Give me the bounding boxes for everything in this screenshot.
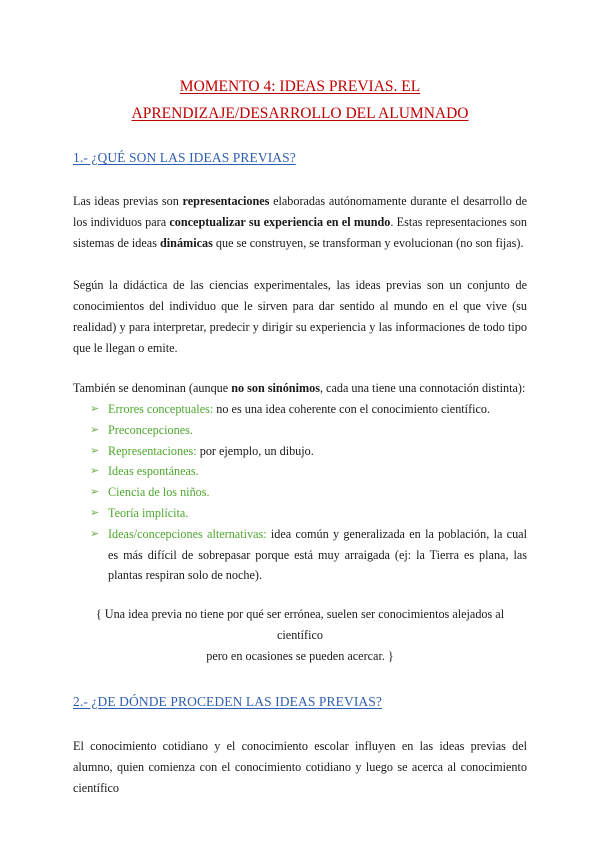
title-line-2: APRENDIZAJE/DESARROLLO DEL ALUMNADO xyxy=(131,105,469,122)
text-run: . Estas representaciones son sistemas de ideas xyxy=(73,215,527,250)
synonyms-list xyxy=(90,399,527,586)
document-title xyxy=(0,73,600,127)
list-term: Ideas/concepciones alternativas: xyxy=(108,526,267,541)
arrowhead-bullet-icon: ➢ xyxy=(90,423,100,436)
section-1-paragraph-1 xyxy=(73,191,527,254)
list-item xyxy=(90,420,527,441)
list-term: Ciencia de los niños. xyxy=(108,485,210,500)
list-item xyxy=(90,399,527,420)
list-term: Representaciones: xyxy=(108,443,197,458)
section-1-paragraph-2: Según la didáctica de las ciencias experimentales, las ideas previas son un conjunto de conocimientos del individuo que le sirven para dar sentido al mundo en el que vive (su realidad) y para interpretar, predecir y dirigir su experiencia y las informaciones de todo tipo que le llegan o emite. xyxy=(73,278,527,355)
text-run: , cada una tiene una connotación distinta): xyxy=(319,381,526,395)
list-item xyxy=(90,441,527,462)
list-item xyxy=(90,482,527,503)
bold-term: conceptualizar su experiencia en el mundo xyxy=(169,215,391,229)
list-item xyxy=(90,503,527,524)
title-line-1: MOMENTO 4: IDEAS PREVIAS. EL xyxy=(179,78,421,95)
arrowhead-bullet-icon: ➢ xyxy=(90,486,100,499)
arrowhead-bullet-icon: ➢ xyxy=(90,465,100,478)
list-desc: idea común y generalizada en la población, la cual es más difícil de sobrepasar porque está muy arraigada (ej: la Tierra es plana, las plantas respiran solo de noche). xyxy=(108,526,527,583)
arrowhead-bullet-icon: ➢ xyxy=(90,527,100,540)
bold-term: no son sinónimos xyxy=(231,381,320,395)
text-run: Las ideas previas son xyxy=(73,194,183,208)
section-2-paragraph-1: El conocimiento cotidiano y el conocimiento escolar influyen en las ideas previas del alumno, quien comienza con el conocimiento cotidiano y luego se acerca al conocimiento científico xyxy=(73,739,527,795)
list-term: Ideas espontáneas. xyxy=(108,464,199,479)
list-desc: no es una idea coherente con el conocimiento científico. xyxy=(213,402,491,416)
list-term: Errores conceptuales: xyxy=(108,402,214,416)
section-2-heading: 2.- ¿DE DÓNDE PROCEDEN LAS IDEAS PREVIAS? xyxy=(73,694,382,709)
bold-term: dinámicas xyxy=(160,236,213,250)
list-term: Teoría implícita. xyxy=(108,505,189,520)
arrowhead-bullet-icon: ➢ xyxy=(90,506,100,519)
section-1-heading: 1.- ¿QUÉ SON LAS IDEAS PREVIAS? xyxy=(73,150,296,165)
list-desc: por ejemplo, un dibujo. xyxy=(196,443,314,458)
list-item xyxy=(90,461,527,482)
bold-term: representaciones xyxy=(182,194,270,208)
text-run: elaboradas autónomamente durante el desarrollo de los individuos para xyxy=(73,194,527,229)
text-run: También se denominan (aunque xyxy=(73,381,232,395)
list-term: Preconcepciones. xyxy=(108,422,193,437)
section-1-note xyxy=(73,604,527,667)
note-line-2: pero en ocasiones se pueden acercar. } xyxy=(206,649,394,663)
list-item xyxy=(90,524,527,586)
text-run: que se construyen, se transforman y evolucionan (no son fijas). xyxy=(212,236,524,250)
note-line-1: { Una idea previa no tiene por qué ser errónea, suelen ser conocimientos alejados al científico xyxy=(95,607,505,642)
section-1-paragraph-3 xyxy=(73,378,527,399)
arrowhead-bullet-icon: ➢ xyxy=(90,403,100,415)
arrowhead-bullet-icon: ➢ xyxy=(90,444,100,457)
